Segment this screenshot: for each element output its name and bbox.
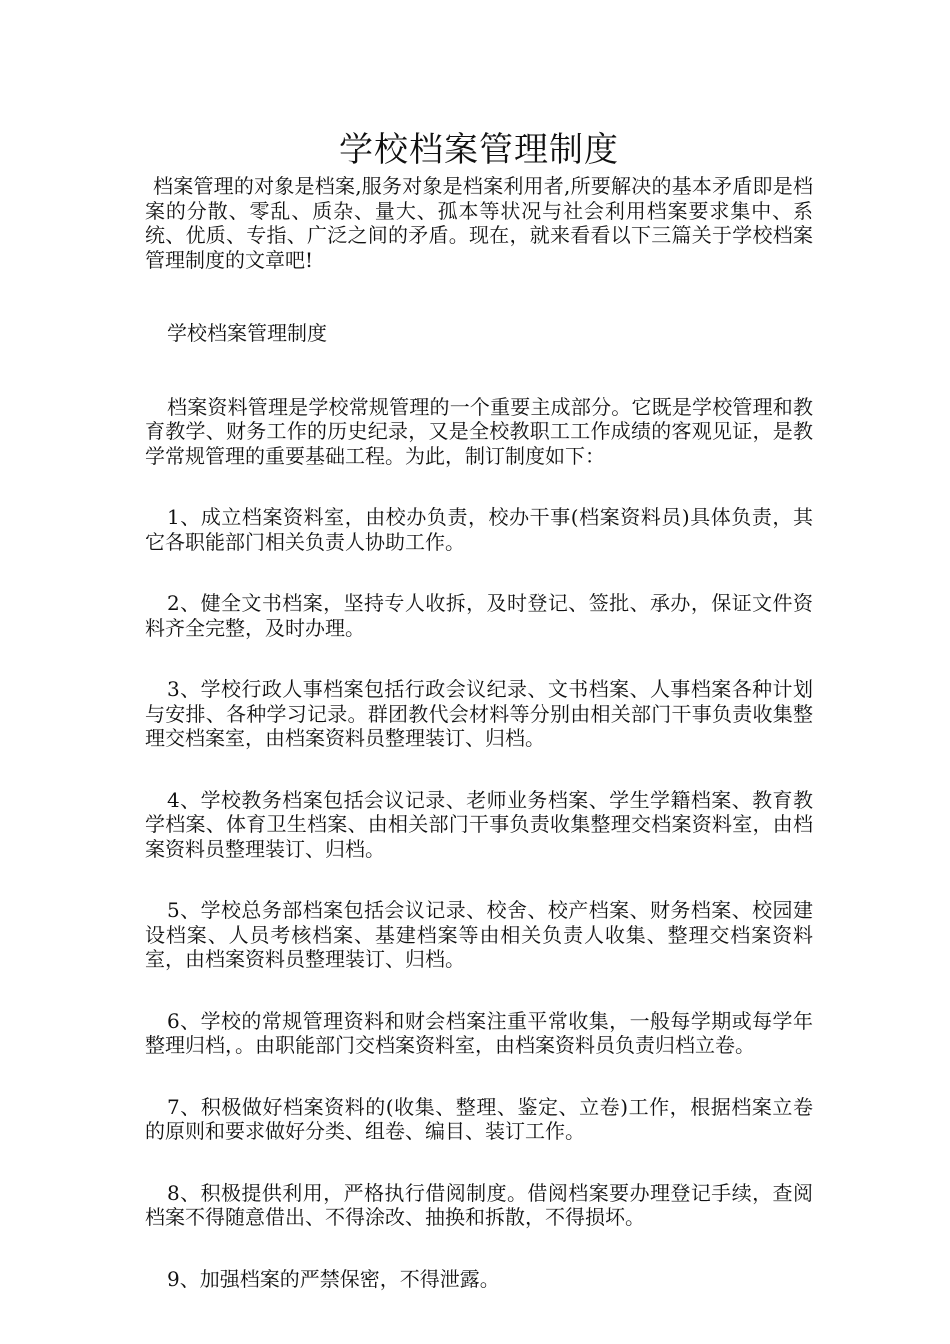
- rule-item-4: 4、学校教务档案包括会议记录、老师业务档案、学生学籍档案、教育教学档案、体育卫生档案、由相关部门干事负责收集整理交档案资料室，由档案资料员整理装订、归档。: [145, 787, 813, 861]
- rule-item-2: 2、健全文书档案，坚持专人收拆，及时登记、签批、承办，保证文件资料齐全完整，及时办理。: [145, 591, 813, 640]
- rule-item-6: 6、学校的常规管理资料和财会档案注重平常收集，一般每学期或每学年整理归档，。由职能部门交档案资料室，由档案资料员负责归档立卷。: [145, 1008, 813, 1057]
- rule-item-9: 9、加强档案的严禁保密，不得泄露。: [167, 1266, 500, 1291]
- document-title: 学校档案管理制度: [339, 130, 619, 170]
- rule-item-8: 8、积极提供利用，严格执行借阅制度。借阅档案要办理登记手续，查阅档案不得随意借出、不得涂改、抽换和拆散，不得损坏。: [145, 1180, 813, 1229]
- rule-item-5: 5、学校总务部档案包括会议记录、校舍、校产档案、财务档案、校园建设档案、人员考核档案、基建档案等由相关负责人收集、整理交档案资料室，由档案资料员整理装订、归档。: [145, 898, 813, 971]
- lead-paragraph: 档案资料管理是学校常规管理的一个重要主成部分。它既是学校管理和教育教学、财务工作的历史纪录，又是全校教职工工作成绩的客观见证，是教学常规管理的重要基础工程。为此，制订制度如下：: [145, 394, 813, 468]
- section-subtitle: 学校档案管理制度: [167, 321, 327, 345]
- document-page: [145, 128, 813, 1291]
- intro-paragraph: 档案管理的对象是档案,服务对象是档案利用者,所要解决的基本矛盾即是档案的分散、零乱、质杂、量大、孤本等状况与社会利用档案要求集中、系统、优质、专指、广泛之间的矛盾。现在，就来看看以下三篇关于学校档案管理制度的文章吧!: [145, 174, 813, 272]
- rule-item-1: 1、成立档案资料室，由校办负责，校办干事(档案资料员)具体负责，其它各职能部门相关负责人协助工作。: [145, 505, 813, 554]
- rule-item-7: 7、积极做好档案资料的(收集、整理、鉴定、立卷)工作，根据档案立卷的原则和要求做好分类、组卷、编目、装订工作。: [145, 1094, 813, 1143]
- rule-item-3: 3、学校行政人事档案包括行政会议纪录、文书档案、人事档案各种计划与安排、各种学习记录。群团教代会材料等分别由相关部门干事负责收集整理交档案室，由档案资料员整理装订、归档。: [145, 677, 813, 750]
